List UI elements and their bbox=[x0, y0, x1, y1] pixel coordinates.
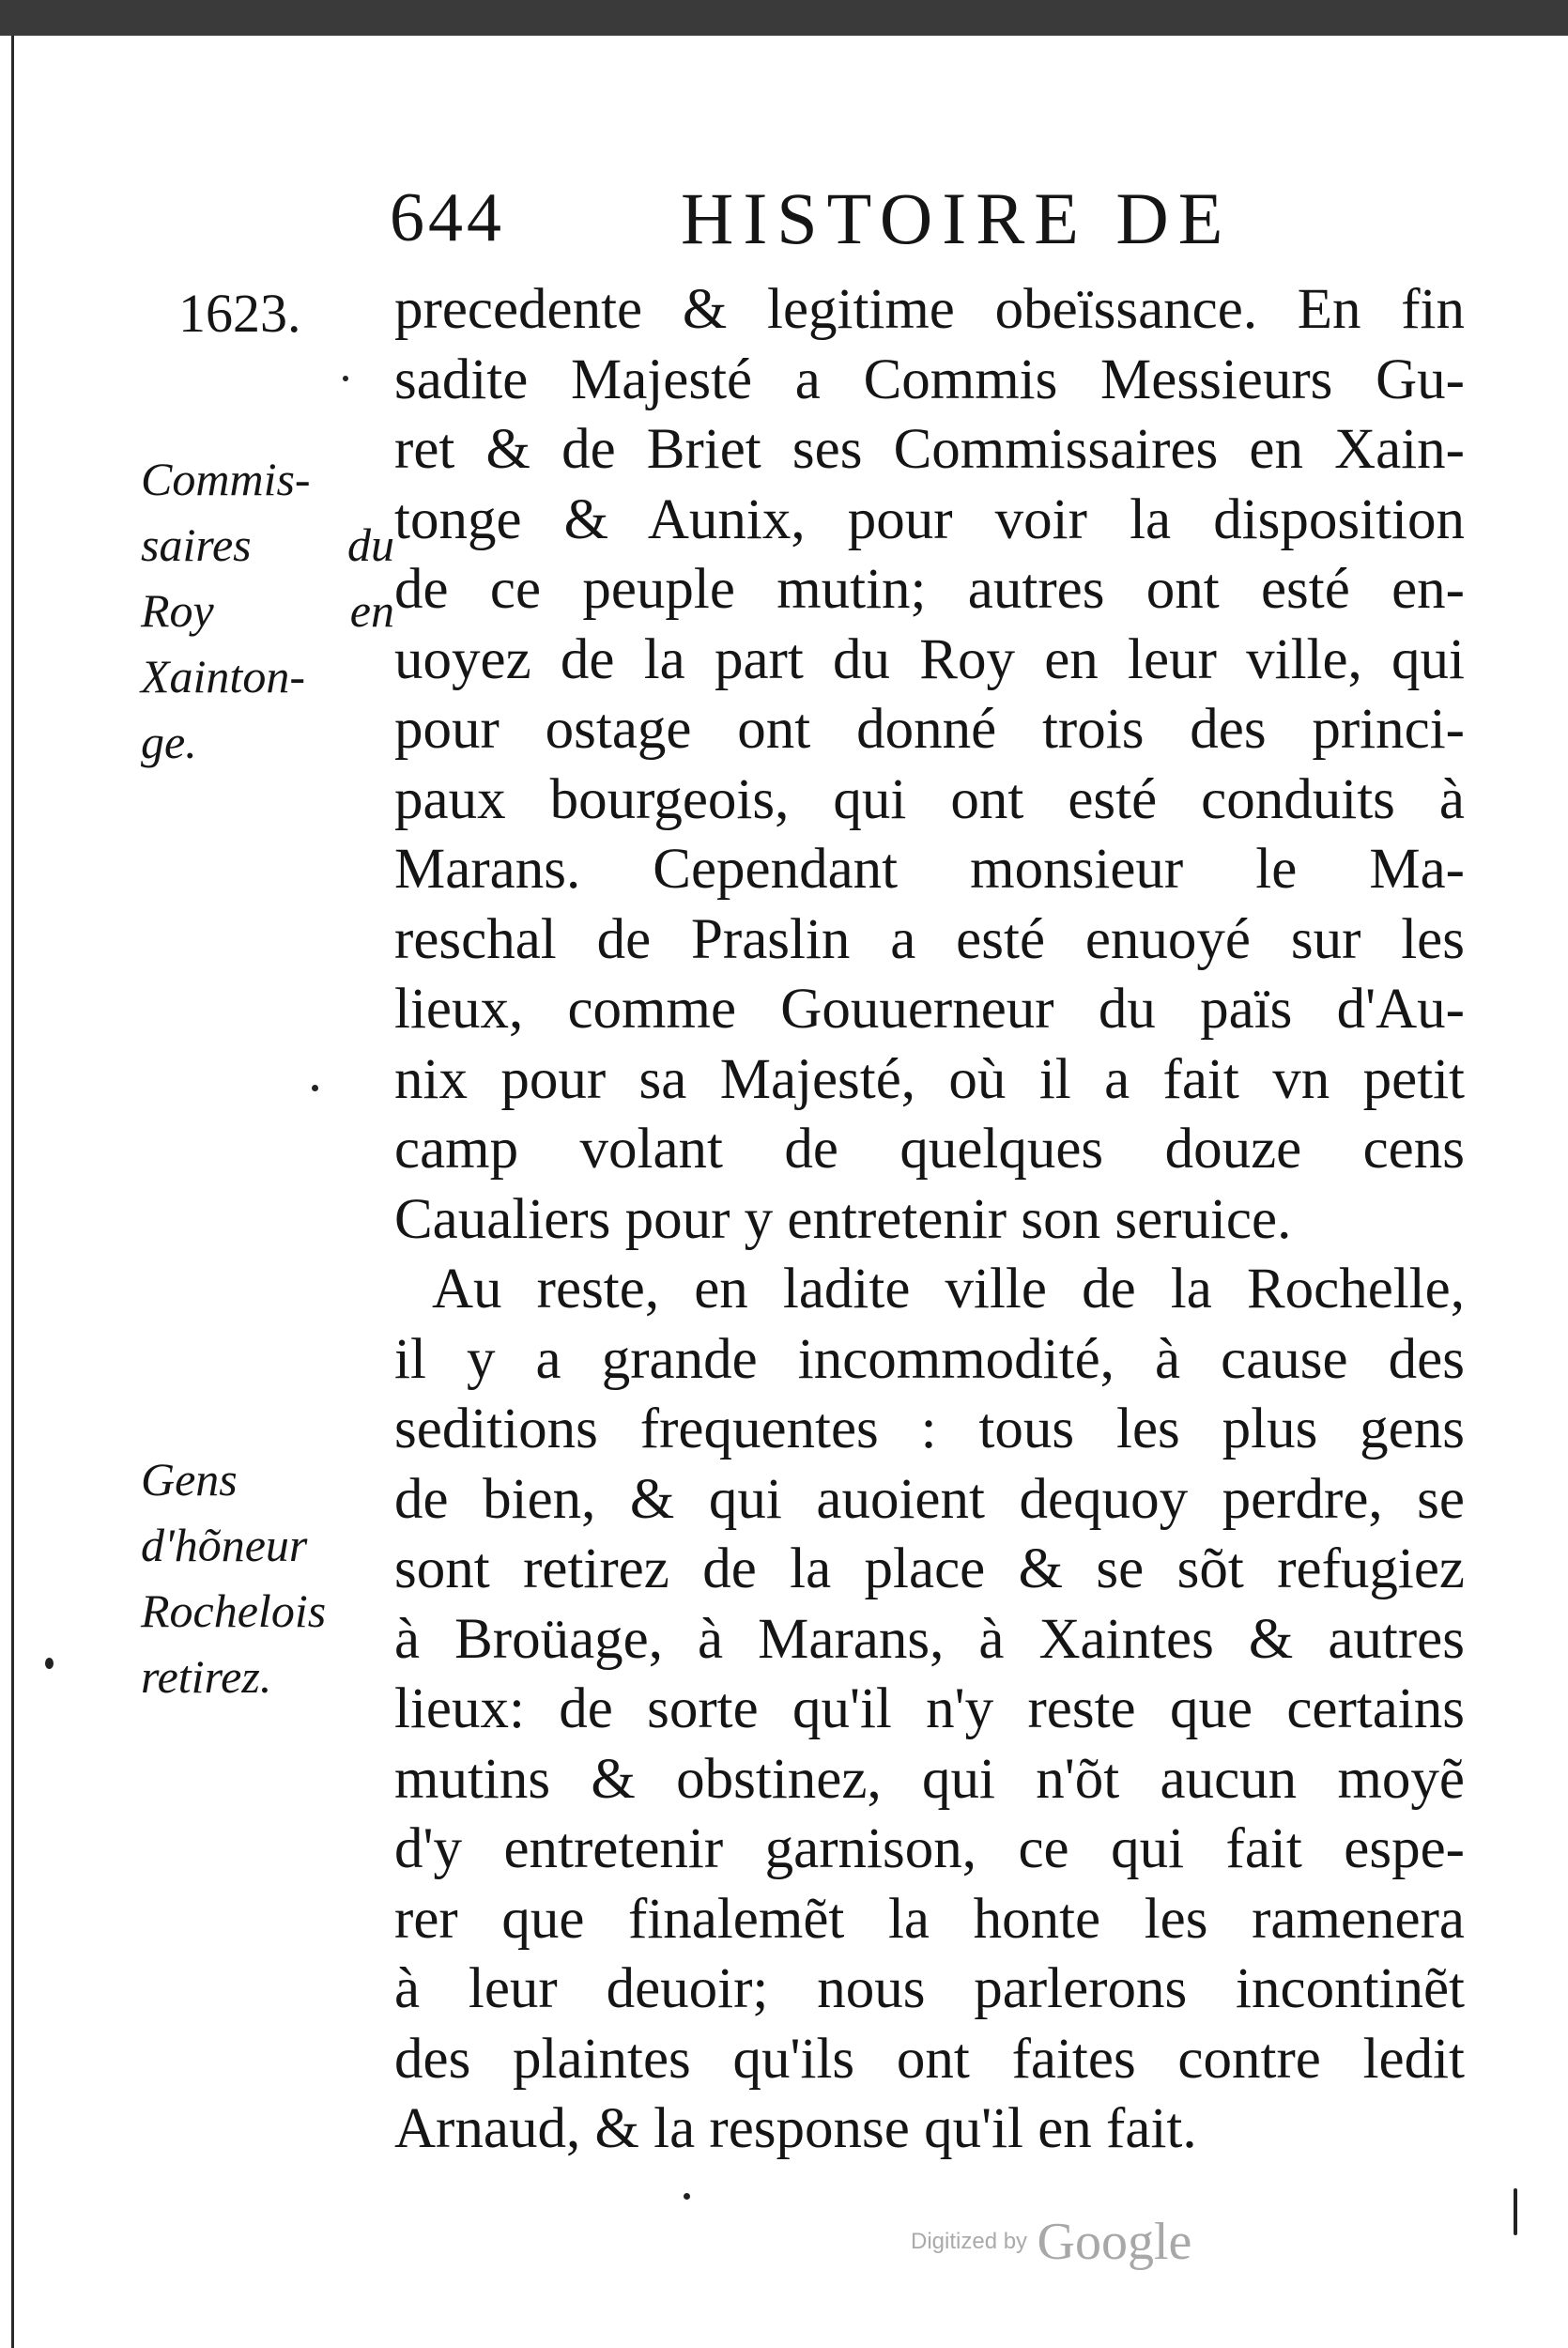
margin-note-line: Rochelois bbox=[141, 1584, 327, 1637]
body-text bbox=[394, 275, 1465, 2165]
text-line: lieux: de sorte qu'il n'y reste que certains bbox=[394, 1677, 1465, 1740]
text-line: de ce peuple mutin; autres ont esté en- bbox=[394, 558, 1465, 621]
text-line: pour ostage ont donné trois des princi- bbox=[394, 698, 1465, 761]
text-line: d'y entretenir garnison, ce qui fait espe- bbox=[394, 1817, 1465, 1880]
text-line: sont retirez de la place & se sõt refugiez bbox=[394, 1537, 1465, 1600]
ink-speck bbox=[684, 2193, 690, 2200]
margin-note-line: retirez. bbox=[141, 1650, 272, 1703]
margin-note-line: Roy en bbox=[141, 584, 394, 637]
page-header bbox=[390, 160, 1329, 263]
text-line: à leur deuoir; nous parlerons incontinẽt bbox=[394, 1957, 1465, 2020]
running-title: HISTOIRE DE bbox=[681, 178, 1233, 259]
text-line: à Broüage, à Marans, à Xaintes & autres bbox=[394, 1607, 1465, 1671]
text-line: des plaintes qu'ils ont faites contre ledit bbox=[394, 2027, 1465, 2091]
text-line: Au reste, en ladite ville de la Rochelle, bbox=[432, 1258, 1465, 1321]
page-number: 644 bbox=[390, 179, 505, 256]
top-scan-border bbox=[0, 0, 1568, 36]
text-line: nix pour sa Majesté, où il a fait vn petit bbox=[394, 1047, 1465, 1111]
text-line: ret & de Briet ses Commissaires en Xain- bbox=[394, 418, 1465, 481]
margin-year: 1623. bbox=[178, 283, 301, 344]
margin-note-line: Gens bbox=[141, 1453, 238, 1506]
text-line: lieux, comme Gouuerneur du païs d'Au- bbox=[394, 978, 1465, 1041]
ink-speck bbox=[1514, 2188, 1517, 2235]
text-line: sadite Majesté a Commis Messieurs Gu- bbox=[394, 348, 1465, 411]
ink-speck bbox=[45, 1658, 54, 1669]
text-line: tonge & Aunix, pour voir la disposition bbox=[394, 487, 1465, 551]
ink-speck bbox=[343, 376, 348, 381]
margin-note-line: d'hõneur bbox=[141, 1519, 308, 1571]
google-logo: Google bbox=[1037, 2213, 1192, 2271]
margin-note-line: ge. bbox=[141, 716, 197, 768]
ink-speck bbox=[312, 1085, 318, 1091]
margin-note-line: Xainton- bbox=[141, 650, 305, 703]
digitized-by-google-stamp bbox=[911, 2212, 1191, 2272]
text-line: camp volant de quelques douze cens bbox=[394, 1118, 1465, 1181]
text-line: Caualiers pour y entretenir son seruice. bbox=[394, 1187, 1292, 1251]
text-line: rer que finalemẽt la honte les ramenera bbox=[394, 1887, 1465, 1951]
text-line: de bien, & qui auoient dequoy perdre, se bbox=[394, 1467, 1465, 1531]
text-line: il y a grande incommodité, à cause des bbox=[394, 1327, 1465, 1391]
text-line: seditions frequentes : tous les plus gens bbox=[394, 1398, 1465, 1460]
text-line: Arnaud, & la response qu'il en fait. bbox=[394, 2097, 1197, 2160]
margin-note-line: saires du bbox=[141, 518, 394, 571]
text-line: paux bourgeois, qui ont esté conduits à bbox=[394, 767, 1465, 831]
text-line: uoyez de la part du Roy en leur ville, qui bbox=[394, 627, 1465, 691]
text-line: mutins & obstinez, qui n'õt aucun moyẽ bbox=[394, 1747, 1465, 1811]
text-line: precedente & legitime obeïssance. En fin bbox=[394, 278, 1465, 341]
margin-note-gens-d-honneur bbox=[141, 1446, 357, 1709]
text-line: reschal de Praslin a esté enuoyé sur les bbox=[394, 907, 1465, 971]
margin-note-commissaires bbox=[141, 446, 394, 775]
digitized-by-label: Digitized by bbox=[911, 2229, 1028, 2254]
margin-note-line: Commis- bbox=[141, 453, 311, 505]
text-line: Marans. Cependant monsieur le Ma- bbox=[394, 838, 1465, 901]
